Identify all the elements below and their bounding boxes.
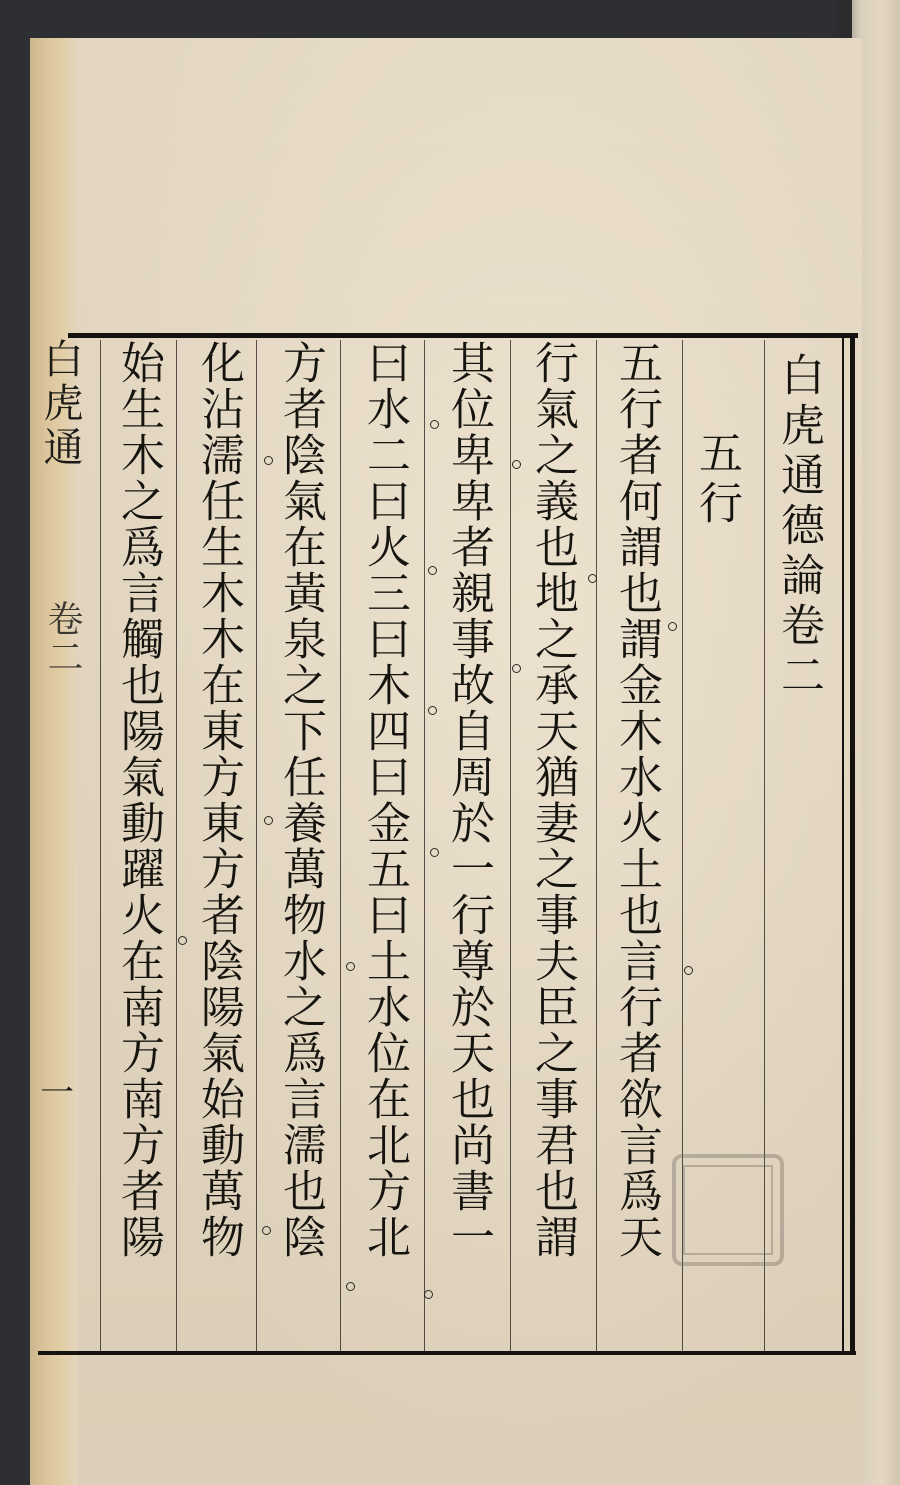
tone-mark [178, 936, 187, 945]
tone-mark [424, 1290, 433, 1299]
tone-mark [588, 574, 597, 583]
divider [256, 340, 257, 1355]
tone-mark [346, 1282, 355, 1291]
chapter-title: 白虎通德論卷二 [773, 352, 824, 702]
tone-mark [668, 622, 677, 631]
tone-mark [512, 664, 521, 673]
divider [100, 340, 101, 1355]
tone-mark [512, 460, 521, 469]
tone-mark [264, 456, 273, 465]
section-heading: 五行 [691, 430, 742, 530]
divider [510, 340, 511, 1355]
tone-mark [428, 566, 437, 575]
tone-mark [430, 848, 439, 857]
divider [340, 340, 341, 1355]
spine-volume: 卷二 [42, 600, 83, 676]
tone-mark [262, 1226, 271, 1235]
text-column: 其位卑卑者親事故自周於一行尊於天也尚書一 [443, 340, 494, 1260]
text-column: 方者陰氣在黃泉之下任養萬物水之爲言濡也陰 [275, 340, 326, 1260]
frame-bottom-rule [38, 1351, 856, 1355]
tone-mark [684, 966, 693, 975]
text-column: 曰水二曰火三曰木四曰金五曰土水位在北方北 [359, 340, 410, 1260]
frame-right-inner [842, 337, 844, 1353]
spine-title: 白虎通 [37, 338, 83, 470]
divider [176, 340, 177, 1355]
text-column: 五行者何謂也謂金木水火土也言行者欲言爲天 [611, 340, 662, 1260]
frame-right-outer [850, 333, 855, 1355]
divider [424, 340, 425, 1355]
collector-seal [668, 1150, 788, 1270]
spine-leaf-number: 一 [40, 1073, 74, 1113]
tone-mark [346, 962, 355, 971]
tone-mark [430, 420, 439, 429]
text-column: 行氣之義也地之承天猶妻之事夫臣之事君也謂 [527, 340, 578, 1260]
divider [596, 340, 597, 1355]
tone-mark [264, 816, 273, 825]
frame-top-rule [68, 333, 858, 338]
text-column: 始生木之爲言觸也陽氣動躍火在南方南方者陽 [113, 340, 164, 1260]
text-column: 化沾濡任生木木在東方東方者陰陽氣始動萬物 [193, 340, 244, 1260]
tone-mark [428, 706, 437, 715]
